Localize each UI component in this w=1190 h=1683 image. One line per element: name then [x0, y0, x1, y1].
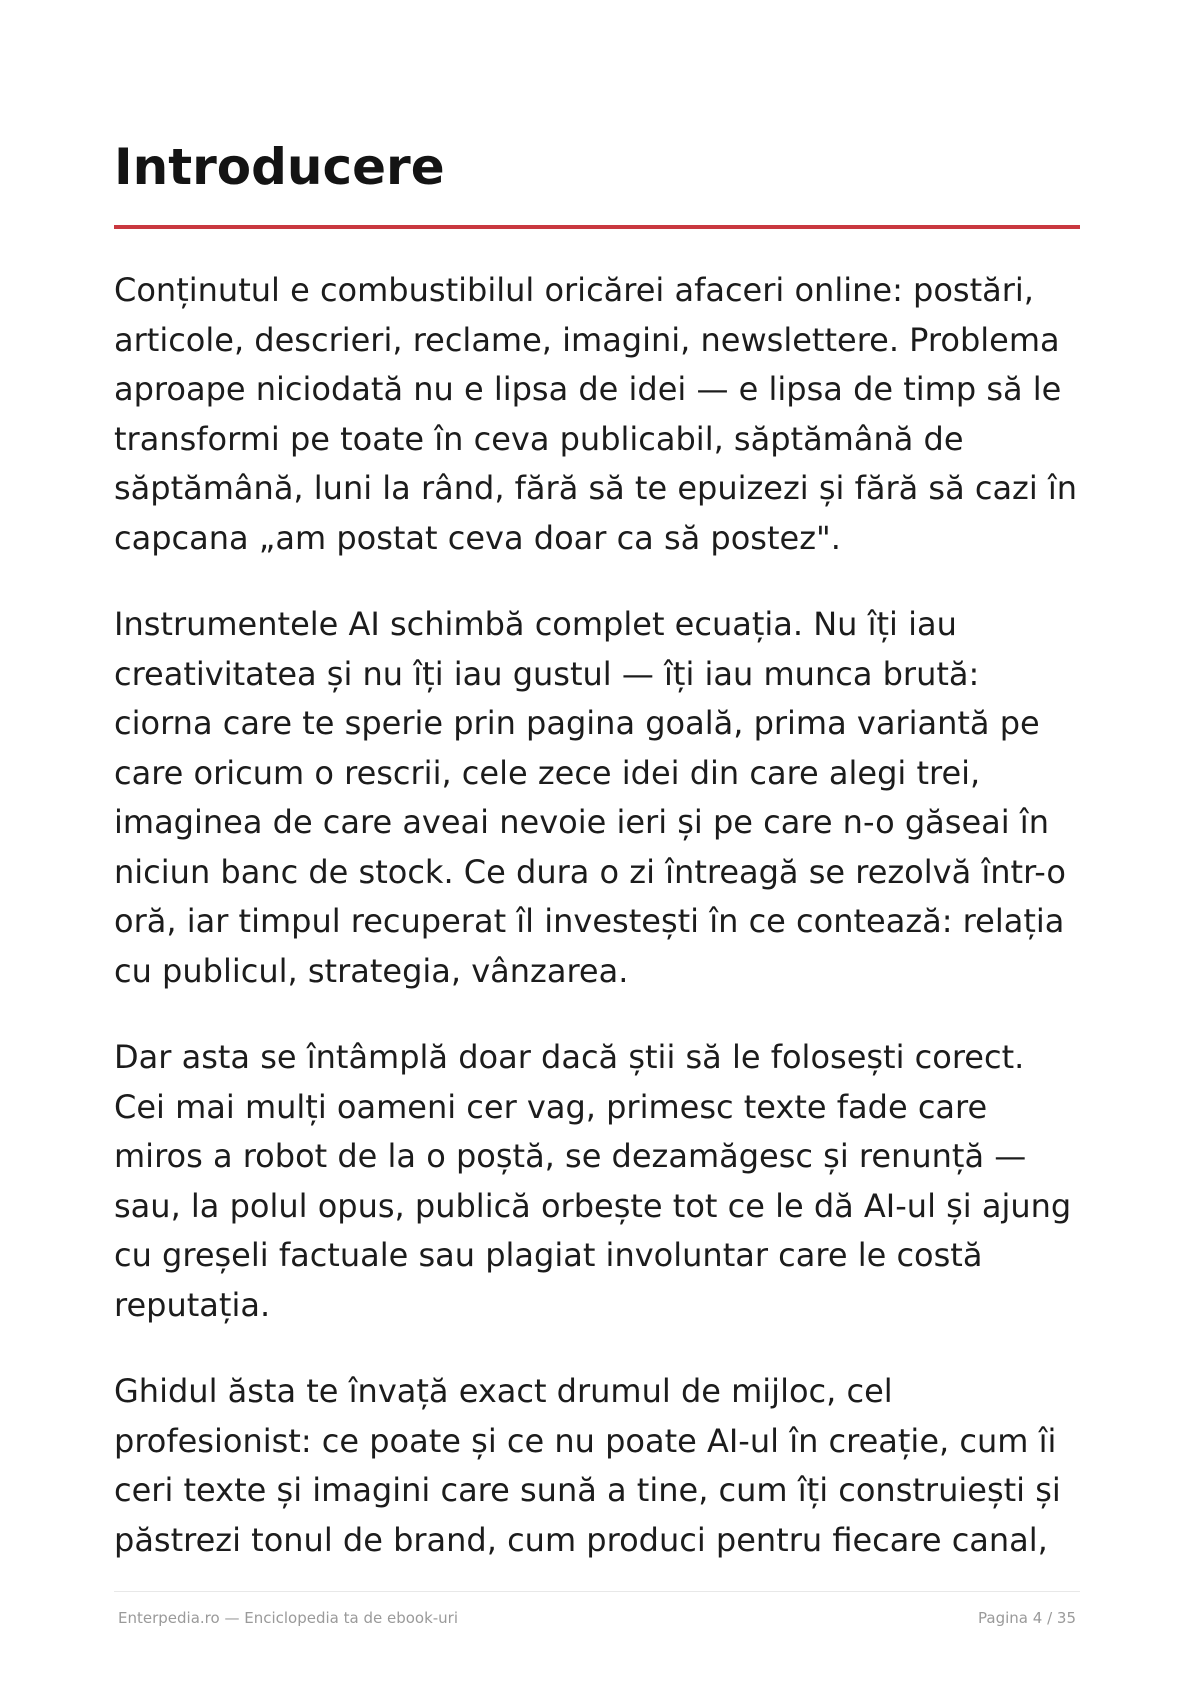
page-footer	[118, 1608, 1076, 1628]
paragraph-line: reputația.	[114, 1285, 271, 1324]
paragraph-line: niciun banc de stock. Ce dura o zi întreagă se rezolvă într-o	[114, 852, 1066, 891]
paragraph-line: Cei mai mulți oameni cer vag, primesc texte fade care	[114, 1087, 988, 1126]
page-number: Pagina 4 / 35	[978, 1609, 1076, 1627]
paragraph-4	[114, 1367, 1080, 1565]
paragraph-line: Instrumentele AI schimbă complet ecuația. Nu îți iau	[114, 605, 957, 643]
paragraph-line: sau, la polul opus, publică orbește tot ce le dă AI-ul și ajung	[114, 1186, 1072, 1225]
paragraph-line: imaginea de care aveai nevoie ieri și pe care n-o găseai în	[114, 803, 1049, 841]
paragraph-line: creativitatea și nu îți iau gustul — îți iau munca brută:	[114, 654, 980, 693]
paragraph-line: săptămână, luni la rând, fără să te epuizezi și fără să cazi în	[114, 469, 1078, 507]
paragraph-line: aproape niciodată nu e lipsa de idei — e lipsa de timp să le	[114, 370, 1062, 408]
title-divider	[114, 225, 1080, 229]
paragraph-line: profesionist: ce poate și ce nu poate AI-ul în creație, cum îi	[114, 1421, 1057, 1460]
paragraph-line: cu greșeli factuale sau plagiat involuntar care le costă	[114, 1236, 983, 1274]
paragraph-line: Ghidul ăsta te învață exact drumul de mijloc, cel	[114, 1372, 893, 1410]
paragraph-line: Dar asta se întâmplă doar dacă știi să le folosești corect.	[114, 1038, 1025, 1076]
paragraph-2	[114, 600, 1080, 996]
page-content	[114, 266, 1080, 1602]
paragraph-3	[114, 1033, 1080, 1330]
paragraph-line: care oricum o rescrii, cele zece idei din care alegi trei,	[114, 753, 981, 792]
paragraph-line: miros a robot de la o poștă, se dezamăgesc și renunță —	[114, 1137, 1027, 1175]
paragraph-1	[114, 266, 1080, 563]
paragraph-line: ciorna care te sperie prin pagina goală, prima variantă pe	[114, 704, 1040, 742]
paragraph-line: păstrezi tonul de brand, cum produci pentru fiecare canal,	[114, 1520, 1048, 1559]
paragraph-line: cu publicul, strategia, vânzarea.	[114, 951, 629, 990]
page-title: Introducere	[114, 138, 445, 196]
paragraph-line: ceri texte și imagini care sună a tine, cum îți construiești și	[114, 1471, 1061, 1509]
paragraph-line: Conținutul e combustibilul oricărei afaceri online: postări,	[114, 271, 1034, 309]
paragraph-line: articole, descrieri, reclame, imagini, newslettere. Problema	[114, 320, 1060, 359]
paragraph-line: transformi pe toate în ceva publicabil, săptămână de	[114, 419, 964, 458]
footer-divider	[114, 1591, 1080, 1592]
paragraph-line: capcana „am postat ceva doar ca să postez".	[114, 518, 841, 557]
paragraph-line: oră, iar timpul recuperat îl investești în ce contează: relația	[114, 902, 1065, 940]
footer-site-label: Enterpedia.ro — Enciclopedia ta de ebook-uri	[118, 1609, 459, 1627]
